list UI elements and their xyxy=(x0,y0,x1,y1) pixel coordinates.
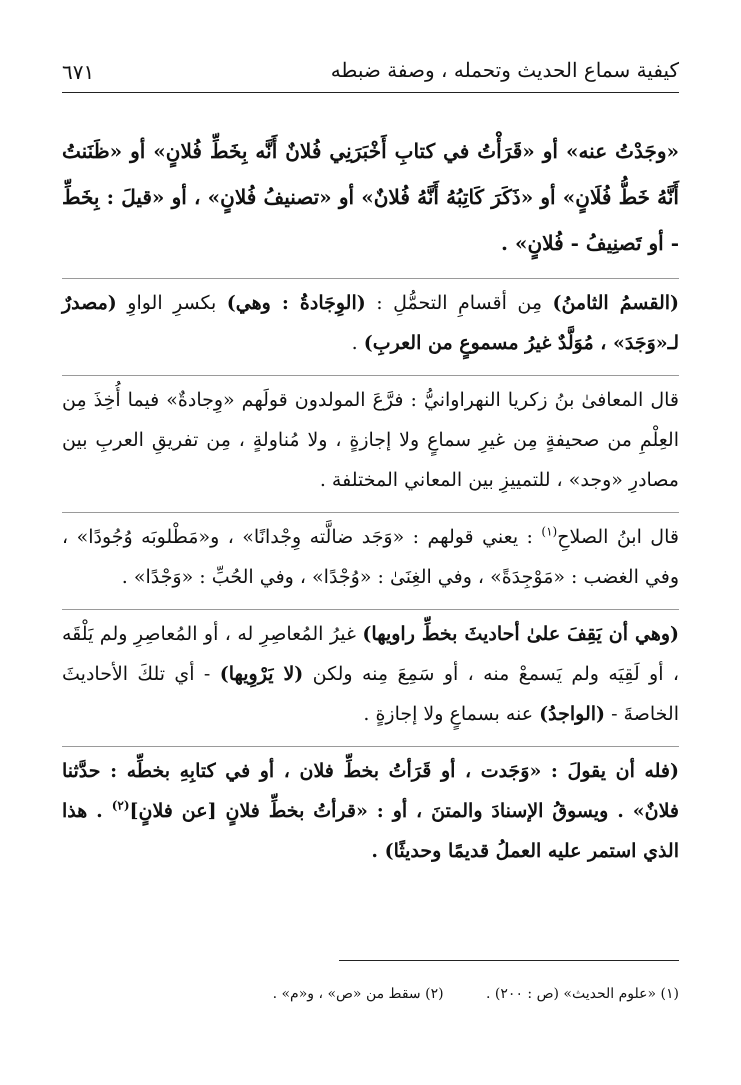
text-span: . xyxy=(351,332,364,354)
term-explanation: (مصدرٌ لـ«وَجَدَ» ، مُوَلَّدٌ غيرُ مسموعٍ من العربِ) xyxy=(62,292,679,354)
paragraph-wijada-definition xyxy=(62,609,679,740)
footnotes xyxy=(62,986,679,1002)
matn-span: (وهي أن يَقِفَ علىٰ أحاديثَ بخطِّ راويها) xyxy=(362,623,680,645)
footnote-marker-2[interactable]: (٢) xyxy=(111,798,130,813)
running-title: كيفية سماع الحديث وتحمله ، وصفة ضبطه xyxy=(330,58,679,82)
paragraph-ibn-salah-quote xyxy=(62,512,679,603)
text-span: - أي تلكَ الأحاديثَ الخاصةَ - xyxy=(62,663,679,725)
term-definition: (الوِجَادةُ : وهي) xyxy=(226,292,366,314)
footnote-1: (١) «علوم الحديث» (ص : ٢٠٠) . xyxy=(486,986,679,1002)
text-span: غيرُ المُعاصِرِ له ، أو المُعاصِرِ ولم يَلْقَه ، أو لَقِيَه ولم يَسمعْ منه ، أو سَمِعَ مِنه ولكن xyxy=(62,623,680,685)
matn-span: (الواجدُ) xyxy=(539,703,606,725)
text-span: عنه بسماعٍ ولا إجازةٍ . xyxy=(363,703,540,725)
matn-span: (فله أن يقولَ : «وَجَدت ، أو قَرَأتُ بخطِّ فلان ، أو في كتابِهِ بخطِّه : حدَّثنا فلانٌ» . ويسوقُ الإسنادَ والمتنَ ، أو : «قرأتُ بخطِّ فلانٍ [عن فلانٍ] xyxy=(62,760,679,822)
matn-span: (لا يَرْوِيها) xyxy=(219,663,304,685)
footnote-marker-1[interactable]: (١) xyxy=(541,524,558,539)
paragraph-wijada-wording xyxy=(62,746,679,877)
text-span: بكسرِ الواوِ xyxy=(116,292,227,314)
footnote-2: (٢) سقط من «ص» ، و«م» . xyxy=(272,986,444,1002)
paragraph-muafa-quote: قال المعافىٰ بنُ زكريا النهراوانيُّ : فرَّعَ المولدون قولَهم «وِجادةٌ» فيما أُخِذَ مِن العِلْمِ من صحيفةٍ مِن غيرِ سماعٍ ولا إجازةٍ ، ولا مُناولةٍ ، مِن تفريقِ العربِ بين مصادرِ «وجد» ، للتمييزِ بين المعاني المختلفة . xyxy=(62,375,679,506)
section-heading: (القسمُ الثامنُ) xyxy=(552,292,680,314)
text-span: قال ابنُ الصلاحِ xyxy=(557,526,679,548)
footnote-divider xyxy=(339,960,679,961)
page-number: ٦٧١ xyxy=(62,60,95,84)
text-span: : يعني قولهم : «وَجَد ضالَّته وِجْدانًا» ، و«مَطْلوبَه وُجُودًا» ، وفي الغضب : «مَوْجِدَةً» ، وفي الغِنَىٰ : «وُجْدًا» ، وفي الحُبِّ : «وَجْدًا» . xyxy=(62,526,679,588)
page-header xyxy=(62,52,679,93)
text-span: مِن أقسامِ التحمُّلِ : xyxy=(365,292,553,314)
matn-span: . هذا الذي استمر عليه العملُ قديمًا وحديثًا) . xyxy=(62,800,679,862)
page-body xyxy=(62,128,679,877)
paragraph-eighth-section xyxy=(62,278,679,369)
paragraph-wording-forms: «وجَدْتُ عنه» أو «قَرَأْتُ في كتابِ أَخْبَرَنِي فُلانٌ أَنَّه بِخَطِّ فُلانٍ» أو «ظَنَنتُ أَنَّهُ خَطُّ فُلَانٍ» أو «ذَكَرَ كَاتِبُهُ أَنَّهُ فُلانٌ» أو «تصنيفُ فُلانٍ» ، أو «قيلَ : بِخَطِّ - أو تَصنِيفُ - فُلانٍ» . xyxy=(62,139,679,255)
